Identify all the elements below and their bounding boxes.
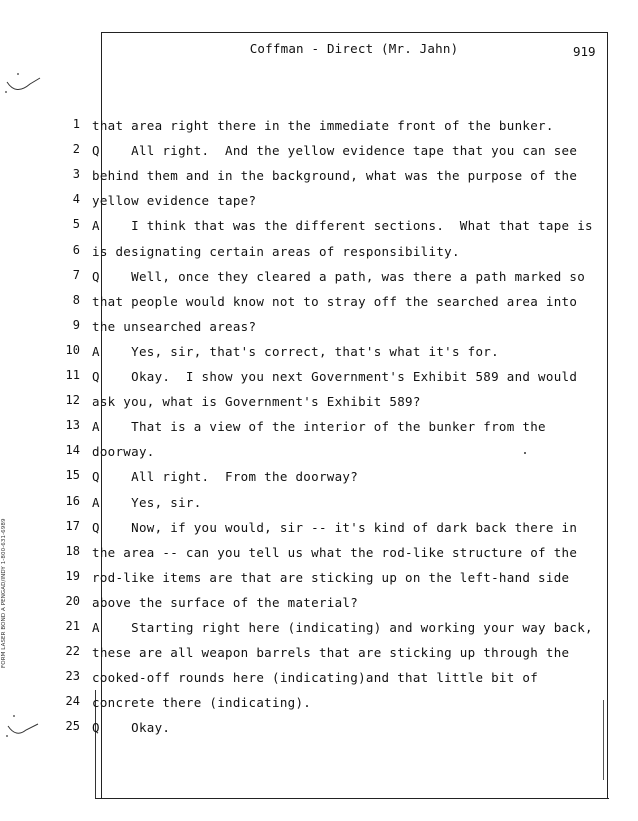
transcript-line: A I think that was the different sections. What that tape is — [92, 218, 593, 234]
transcript-line: Q Well, once they cleared a path, was there a path marked so — [92, 268, 586, 284]
line-number: 1 — [72, 117, 80, 131]
transcript-line: that people would know not to stray off the searched area into — [92, 293, 578, 309]
transcript-line: above the surface of the material? — [92, 594, 359, 610]
page-number: 919 — [573, 44, 596, 59]
line-number: 3 — [72, 167, 80, 182]
hole-punch-mark-top — [4, 70, 44, 100]
line-number: 5 — [72, 217, 80, 232]
margin-line-right — [603, 700, 604, 780]
line-number: 6 — [72, 242, 80, 257]
line-number: 25 — [65, 719, 80, 734]
line-number: 9 — [72, 317, 80, 332]
line-number: 14 — [65, 443, 80, 458]
line-number: 16 — [65, 493, 80, 508]
line-number: 4 — [72, 192, 80, 207]
page-header: Coffman - Direct (Mr. Jahn) — [249, 41, 459, 56]
transcript-line: is designating certain areas of responsibility. — [92, 243, 460, 259]
line-number: 24 — [65, 694, 80, 709]
line-number: 19 — [65, 568, 80, 583]
transcript-line: A Yes, sir. — [92, 494, 202, 510]
transcript-line: behind them and in the background, what was the purpose of the — [92, 168, 578, 184]
transcript-line: the unsearched areas? — [92, 318, 257, 334]
form-sidebar-text: FORM LASER BOND A PENGAD/INDY 1-800-631-6989 — [1, 518, 7, 668]
transcript-line: doorway. — [92, 444, 155, 460]
stray-mark — [524, 452, 526, 454]
transcript-line: Q All right. And the yellow evidence tape that you can see — [92, 143, 578, 159]
line-number: 10 — [65, 342, 80, 357]
transcript-line: rod-like items are that are sticking up on the left-hand side — [92, 569, 570, 585]
line-number: 2 — [72, 142, 80, 157]
line-number: 22 — [65, 644, 80, 659]
line-number: 11 — [65, 368, 80, 382]
transcript-line: the area -- can you tell us what the rod-like structure of the — [92, 544, 578, 560]
transcript-line: cooked-off rounds here (indicating)and that little bit of — [92, 670, 539, 686]
line-number: 15 — [65, 468, 80, 483]
page-frame-right — [607, 32, 608, 798]
transcript-line: ask you, what is Government's Exhibit 589? — [92, 394, 421, 410]
line-number: 12 — [65, 393, 80, 408]
line-number: 7 — [72, 267, 80, 282]
line-number: 20 — [65, 593, 80, 608]
transcript-line: yellow evidence tape? — [92, 193, 257, 209]
transcript-line: Q All right. From the doorway? — [92, 469, 359, 485]
transcript-line: concrete there (indicating). — [92, 695, 312, 711]
transcript-line: Q Okay. — [92, 720, 171, 736]
transcript-line: that area right there in the immediate front of the bunker. — [92, 118, 554, 133]
line-number: 23 — [65, 669, 80, 684]
transcript-line: A Yes, sir, that's correct, that's what it's for. — [92, 343, 499, 359]
transcript-line: A Starting right here (indicating) and working your way back, — [92, 620, 593, 635]
transcript-line: A That is a view of the interior of the bunker from the — [92, 419, 546, 435]
transcript-line: Q Okay. I show you next Government's Exhibit 589 and would — [92, 369, 578, 384]
transcript-line: Q Now, if you would, sir -- it's kind of dark back there in — [92, 519, 578, 535]
line-number: 8 — [72, 292, 80, 307]
line-number: 18 — [65, 543, 80, 558]
page-frame-top — [101, 32, 608, 33]
page-frame-bottom — [95, 798, 609, 799]
line-number: 21 — [65, 619, 80, 633]
line-number: 17 — [65, 518, 80, 533]
hole-punch-mark-bottom — [4, 712, 44, 742]
line-number: 13 — [65, 418, 80, 433]
transcript-line: these are all weapon barrels that are sticking up through the — [92, 645, 570, 661]
